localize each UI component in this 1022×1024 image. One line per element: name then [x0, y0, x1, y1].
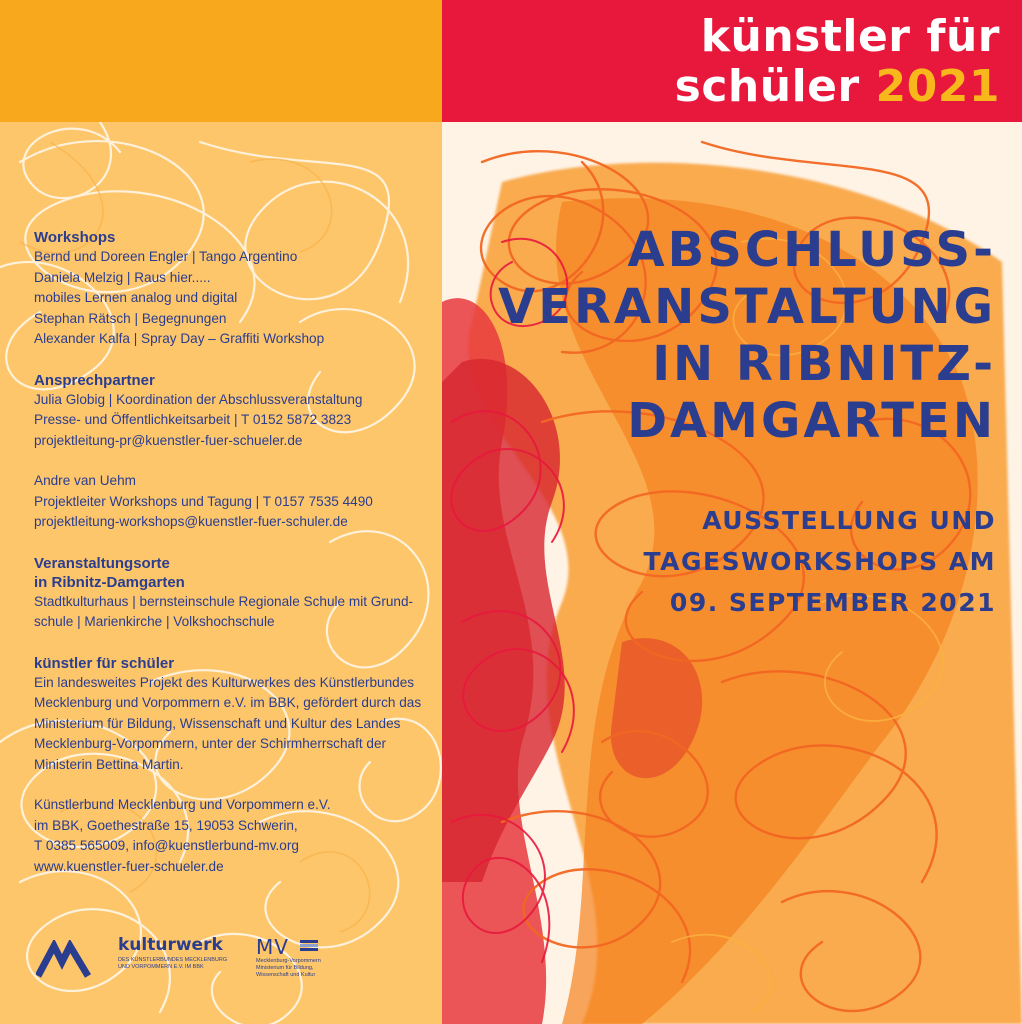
top-bar-red: [442, 0, 1022, 122]
subheadline-line-3: 09. SEPTEMBER 2021: [669, 588, 996, 617]
mv-ministry-logo: [256, 936, 336, 979]
venues-line: Stadtkulturhaus | bernsteinschule Regionale Schule mit Grund-: [34, 593, 414, 609]
contact2-line: Andre van Uehm: [34, 473, 137, 488]
workshop-line: Daniela Melzig | Raus hier.....: [34, 269, 211, 285]
address-contact-line[interactable]: T 0385 565009, info@kuenstlerbund-mv.org: [34, 838, 299, 853]
about-line: Ministerium für Bildung, Wissenschaft und Kultur des Landes: [34, 715, 401, 731]
spacer: [34, 451, 439, 471]
about-section: [34, 654, 439, 878]
event-subheadline: [442, 500, 996, 623]
contact1-line: Presse- und Öffentlichkeitsarbeit | T 0152 5872 3823: [34, 412, 352, 427]
venues-line: schule | Marienkirche | Volkshochschule: [34, 614, 275, 629]
mv-arrow-icon: [36, 940, 92, 980]
mv-arrow-logo: [36, 940, 92, 985]
contact2-line: Projektleiter Workshops und Tagung | T 0157 7535 4490: [34, 493, 373, 509]
about-line: Mecklenburg und Vorpommern e.V. im BBK, gefördert durch das: [34, 695, 422, 710]
subheadline-line-1: AUSSTELLUNG UND: [702, 506, 996, 535]
top-bar-orange: [0, 0, 442, 122]
brand-year: 2021: [875, 61, 1000, 112]
kulturwerk-subtitle: DES KÜNSTLERBUNDES MECKLENBURG UND VORPOMMERN E.V. IM BBK: [118, 957, 228, 970]
mv-flag-icon: [300, 940, 318, 954]
headline-line-4: DAMGARTEN: [627, 393, 996, 449]
contact2-email-link[interactable]: projektleitung-workshops@kuenstler-fuer-schuler.de: [34, 514, 348, 529]
kulturwerk-name: kulturwerk: [118, 935, 223, 955]
workshops-section: [34, 228, 439, 350]
spacer: [34, 775, 439, 795]
brand-title-line1: künstler für: [700, 11, 1000, 62]
contacts-heading: Ansprechpartner: [34, 371, 155, 389]
brand-title: [675, 12, 1000, 112]
kulturwerk-logo: [118, 936, 228, 971]
mv-ministry-subtitle: Mecklenburg-Vorpommern Ministerium für Bildung, Wissenschaft und Kultur: [256, 958, 321, 978]
right-panel: [442, 122, 1022, 1024]
event-headline: [442, 222, 996, 450]
contact1-line: Julia Globig | Koordination der Abschlussveranstaltung: [34, 391, 363, 407]
website-link[interactable]: www.kuenstler-fuer-schueler.de: [34, 858, 224, 874]
address-line: Künstlerbund Mecklenburg und Vorpommern e.V.: [34, 797, 331, 812]
headline-line-3: IN RIBNITZ-: [652, 336, 996, 392]
workshop-line: mobiles Lernen analog und digital: [34, 290, 238, 305]
about-line: Ein landesweites Projekt des Kulturwerkes des Künstlerbundes: [34, 674, 415, 690]
address-line: im BBK, Goethestraße 15, 19053 Schwerin,: [34, 817, 298, 833]
brand-title-schueler: schüler: [674, 61, 860, 112]
headline-line-1: ABSCHLUSS-: [627, 222, 996, 278]
venues-heading-line2: in Ribnitz-Damgarten: [34, 573, 185, 591]
brand-title-line2: [675, 62, 1000, 112]
venues-section: [34, 554, 439, 633]
headline-line-2: VERANSTALTUNG: [498, 279, 996, 335]
about-heading: künstler für schüler: [34, 654, 175, 672]
about-line: Ministerin Bettina Martin.: [34, 756, 184, 772]
mv-ministry-name: MV: [256, 935, 289, 959]
info-column: [34, 228, 439, 877]
subheadline-line-2: TAGESWORKSHOPS AM: [643, 547, 996, 576]
workshop-line: Bernd und Doreen Engler | Tango Argentino: [34, 249, 298, 264]
contact1-email-link[interactable]: projektleitung-pr@kuenstler-fuer-schueler.de: [34, 432, 303, 448]
workshop-line: Alexander Kalfa | Spray Day – Graffiti Workshop: [34, 331, 325, 346]
workshops-heading: Workshops: [34, 229, 116, 246]
venues-heading-line1: Veranstaltungsorte: [34, 554, 170, 572]
about-line: Mecklenburg-Vorpommern, unter der Schirmherrschaft der: [34, 736, 387, 751]
contacts-section: [34, 371, 439, 533]
workshop-line: Stephan Rätsch | Begegnungen: [34, 310, 227, 326]
